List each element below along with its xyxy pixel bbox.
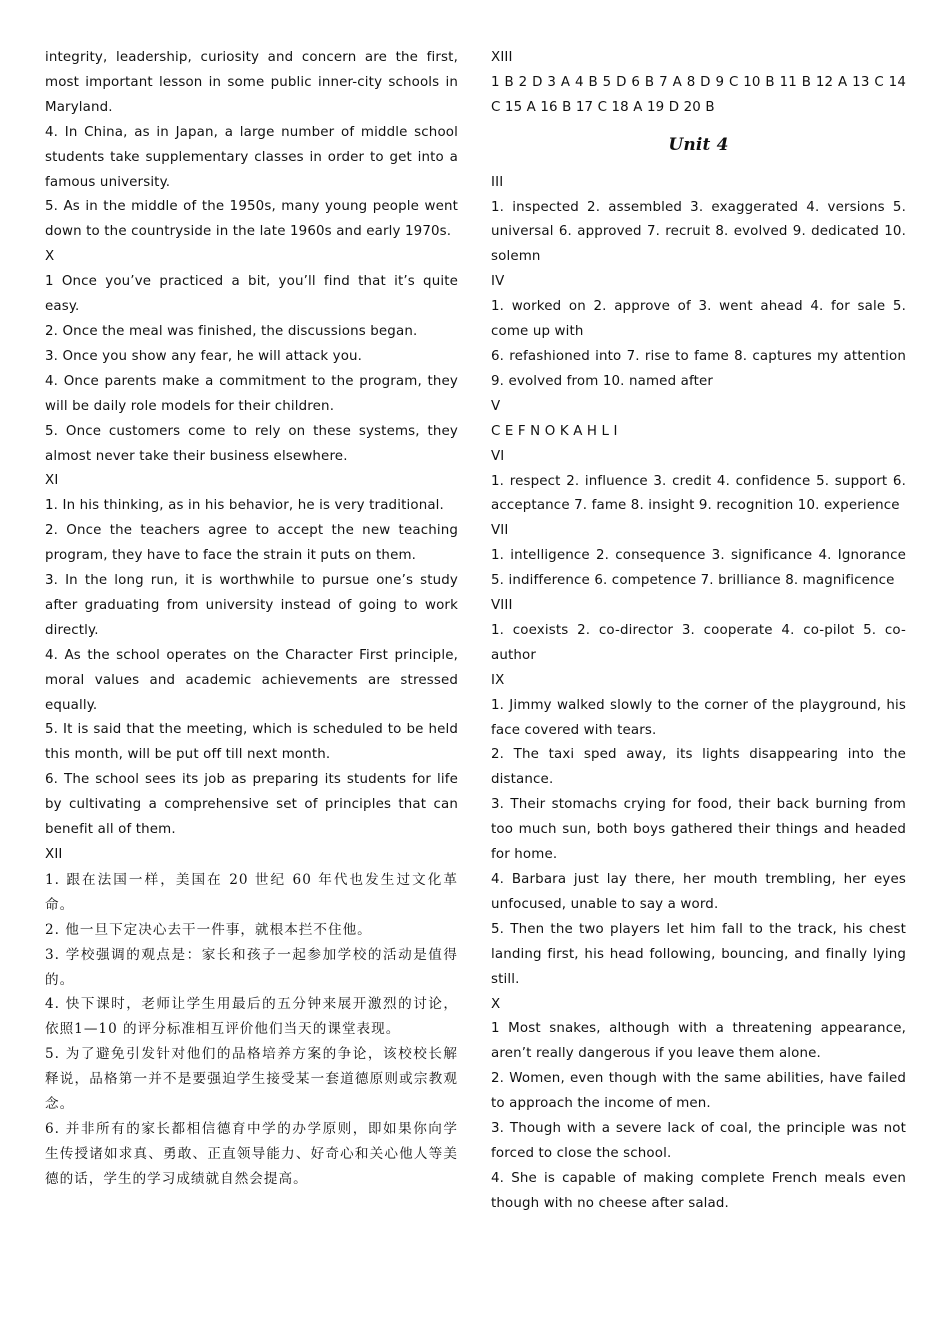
section-heading: IV	[491, 274, 505, 290]
answer-paragraph: integrity, leadership, curiosity and concern are the first, most important lesson in some public inner-city schools in Maryland.	[45, 50, 458, 115]
answer-paragraph: 2. Once the teachers agree to accept the new teaching program, they have to face the strain it puts on them.	[45, 523, 458, 564]
answer-paragraph: 3. 学校强调的观点是：家长和孩子一起参加学校的活动是值得的。	[45, 946, 458, 988]
answer-paragraph: 2. The taxi sped away, its lights disappearing into the distance.	[491, 747, 906, 788]
section-heading: VI	[491, 448, 505, 464]
answer-paragraph: 1. intelligence 2. consequence 3. significance 4. Ignorance 5. indifference 6. competence 7. brilliance 8. magnificence	[491, 548, 906, 589]
answer-paragraph: 4. Barbara just lay there, her mouth trembling, her eyes unfocused, unable to say a word.	[491, 872, 906, 912]
answer-paragraph: 6. The school sees its job as preparing its students for life by cultivating a comprehensive set of principles that can benefit all of them.	[45, 772, 458, 838]
answer-paragraph: 4. In China, as in Japan, a large number of middle school students take supplementary classes in order to get into a famous university.	[45, 124, 458, 190]
answer-paragraph: 3. Once you show any fear, he will attack you.	[45, 348, 363, 364]
answer-paragraph: 5. As in the middle of the 1950s, many young people went down to the countryside in the late 1960s and early 1970s.	[45, 199, 458, 240]
answer-paragraph: 4. 快下课时，老师让学生用最后的五分钟来展开激烈的讨论，依照1—10 的评分标准相互评价他们当天的课堂表现。	[45, 996, 458, 1038]
section-heading: XII	[45, 847, 63, 862]
answer-paragraph: 1. Jimmy walked slowly to the corner of the playground, his face covered with tears.	[491, 697, 906, 738]
answer-paragraph: 4. She is capable of making complete French meals even though with no cheese after salad.	[491, 1170, 906, 1211]
answer-paragraph: 5. It is said that the meeting, which is scheduled to be held this month, will be put off till next month.	[45, 722, 458, 763]
right-column	[491, 46, 906, 1217]
section-heading: VIII	[491, 598, 513, 614]
answer-paragraph: 1. worked on 2. approve of 3. went ahead 4. for sale 5. come up with	[491, 299, 906, 340]
section-heading: V	[491, 398, 501, 414]
answer-paragraph: 1 Once you’ve practiced a bit, you’ll find that it’s quite easy.	[45, 274, 458, 315]
answer-paragraph: 2. 他一旦下定决心去干一件事，就根本拦不住他。	[45, 921, 372, 938]
answer-paragraph: 1 Most snakes, although with a threatening appearance, aren’t really dangerous if you leave them alone.	[491, 1021, 906, 1062]
section-heading: XIII	[491, 50, 513, 65]
section-heading: IX	[491, 672, 505, 688]
left-column	[45, 46, 458, 1192]
section-heading: X	[491, 996, 501, 1012]
answer-paragraph: 1. coexists 2. co-director 3. cooperate 4. co-pilot 5. co-author	[491, 622, 906, 663]
answer-paragraph: 6. 并非所有的家长都相信德育中学的办学原则，即如果你向学生传授诸如求真、勇敢、正直领导能力、好奇心和关心他人等美德的话，学生的学习成绩就自然会提高。	[45, 1120, 458, 1187]
answer-paragraph: 2. Women, even though with the same abilities, have failed to approach the income of men.	[491, 1071, 906, 1112]
answer-paragraph: 5. Then the two players let him fall to the track, his chest landing first, his head following, bouncing, and finally lying still.	[491, 921, 906, 987]
section-heading: III	[491, 174, 504, 190]
section-heading: VII	[491, 523, 509, 539]
answer-paragraph: 1. 跟在法国一样，美国在 20 世纪 60 年代也发生过文化革命。	[45, 871, 458, 913]
answer-paragraph: 1 B 2 D 3 A 4 B 5 D 6 B 7 A 8 D 9 C 10 B 11 B 12 A 13 C 14 C 15 A 16 B 17 C 18 A 19 D 20 B	[491, 74, 906, 115]
section-heading: XI	[45, 473, 59, 489]
answer-paragraph: 3. Though with a severe lack of coal, the principle was not forced to close the school.	[491, 1121, 906, 1161]
answer-paragraph: 3. Their stomachs crying for food, their back burning from too much sun, both boys gathered their things and headed for home.	[491, 797, 906, 863]
right-main-block	[491, 171, 906, 1217]
section-heading: C E F N O K A H L I	[491, 423, 618, 439]
answer-paragraph: 4. Once parents make a commitment to the program, they will be daily role models for their children.	[45, 373, 458, 414]
answer-paragraph: 5. Once customers come to rely on these systems, they almost never take their business elsewhere.	[45, 423, 458, 464]
answer-paragraph: 1. respect 2. influence 3. credit 4. confidence 5. support 6. acceptance 7. fame 8. insight 9. recognition 10. experience	[491, 473, 906, 514]
answer-paragraph: 3. In the long run, it is worthwhile to pursue one’s study after graduating from university instead of going to work directly.	[45, 573, 458, 638]
answer-paragraph: 2. Once the meal was finished, the discussions began.	[45, 323, 418, 339]
answer-paragraph: 4. As the school operates on the Character First principle, moral values and academic achievements are stressed equally.	[45, 647, 458, 713]
answer-paragraph: 1. inspected 2. assembled 3. exaggerated 4. versions 5. universal 6. approved 7. recruit 8. evolved 9. dedicated 10. solemn	[491, 199, 906, 265]
answer-paragraph: 6. refashioned into 7. rise to fame 8. captures my attention 9. evolved from 10. named after	[491, 348, 906, 389]
section-heading: X	[45, 249, 55, 265]
answer-paragraph: 1. In his thinking, as in his behavior, he is very traditional.	[45, 498, 444, 514]
right-top-block	[491, 46, 906, 121]
unit-title: Unit 4	[668, 134, 729, 155]
answer-paragraph: 5. 为了避免引发针对他们的品格培养方案的争论，该校校长解释说，品格第一并不是要强迫学生接受某一套道德原则或宗教观念。	[45, 1046, 458, 1113]
